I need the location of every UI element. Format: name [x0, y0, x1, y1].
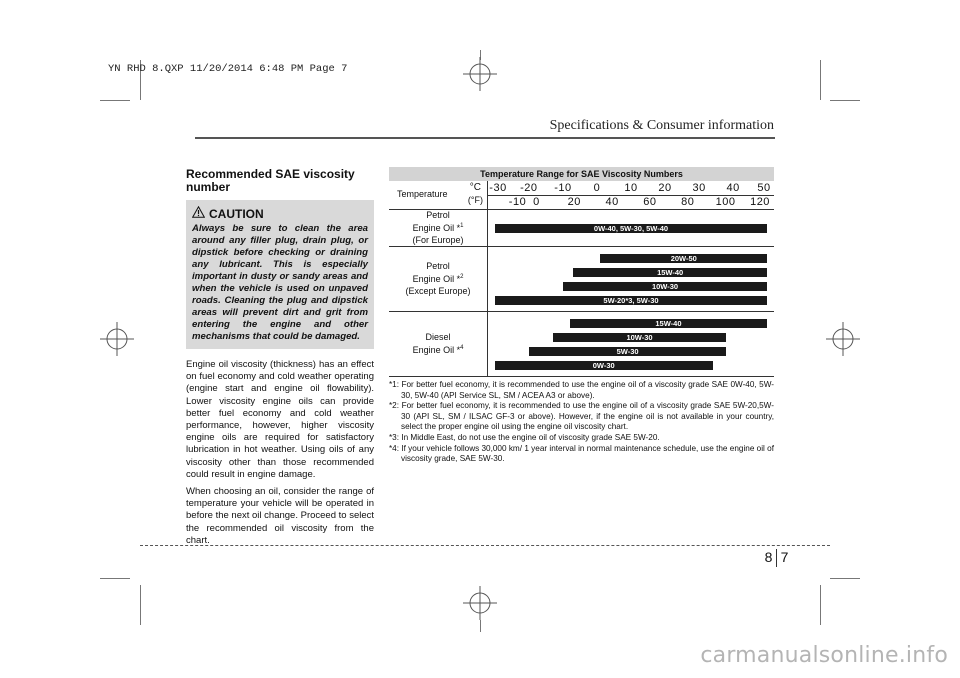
caution-text: Always be sure to clean the area around any filler plug, drain plug, or dipstick before checking or draining any lubricant. This is especially important in dusty or sandy areas and when the vehicle is used on unpaved roads. Cleaning the plug and dipstick areas will prevent dirt and grit from entering the engine and other mechanisms that could be damaged.: [192, 223, 368, 342]
page-heading: Recommended SAE viscosity number: [186, 167, 355, 194]
footnote-marker: 4: [460, 345, 464, 351]
caution-box: [186, 200, 374, 349]
viscosity-bar: 15W-40: [570, 319, 767, 328]
registration-mark-icon: [463, 57, 497, 91]
celsius-tick-label: 50: [757, 182, 771, 194]
footnote-text: : For better fuel economy, it is recommended to use the engine oil of a viscosity grade SAE 5W-20,5W-30 (API SL, SM / ILSAC GF-3 or above). However, if the engine oil is not available in your country, select the proper engine oil using the engine oil viscosity chart.: [396, 401, 774, 432]
footnote: [389, 401, 774, 433]
viscosity-bar: 10W-30: [563, 282, 767, 291]
viscosity-bars: [488, 210, 774, 246]
page-number-separator: [776, 549, 777, 567]
viscosity-bars: [488, 312, 774, 376]
viscosity-bar: 0W-30: [495, 361, 713, 370]
fahrenheit-tick-label: 100: [715, 196, 736, 208]
fahrenheit-tick-label: 120: [750, 196, 770, 208]
fahrenheit-tick-label: 80: [681, 196, 695, 208]
viscosity-group: [389, 210, 774, 247]
footnote-text: : In Middle East, do not use the engine oil of viscosity grade SAE 5W-20.: [396, 432, 660, 442]
body-paragraph: Engine oil viscosity (thickness) has an effect on fuel economy and cold weather operating (engine start and engine oil flowability). Lower viscosity engine oils can provide better fuel economy and cold weather performance, however, higher viscosity engine oils are required for satisfactory lubrication in hot weather. Using oils of any viscosity other than those recommended could result in engine damage.: [186, 359, 374, 480]
viscosity-bar: 0W-40, 5W-30, 5W-40: [495, 224, 767, 233]
celsius-tick-label: -20: [520, 182, 538, 194]
watermark: carmanualsonline.info: [700, 643, 948, 668]
registration-mark-icon: [826, 322, 860, 356]
footnotes: [389, 380, 774, 465]
celsius-tick-label: 20: [658, 182, 672, 194]
fahrenheit-unit: (°F): [467, 195, 483, 205]
engine-oil-label-line: Engine Oil *$^1$: [412, 223, 464, 234]
viscosity-group: [389, 312, 774, 377]
viscosity-group: [389, 247, 774, 312]
viscosity-bar: 10W-30: [553, 333, 727, 342]
page-number: [762, 549, 791, 567]
viscosity-bar: 5W-30: [529, 347, 726, 356]
registration-mark-icon: [463, 586, 497, 620]
engine-oil-label-line: Petrol: [426, 209, 450, 220]
engine-oil-label-line: Engine Oil *$^2$: [412, 274, 464, 285]
fahrenheit-tick-label: 20: [567, 196, 581, 208]
footnote-mark: *4: [389, 443, 397, 453]
crop-mark: [830, 578, 860, 579]
registration-mark-icon: [100, 322, 134, 356]
viscosity-chart: [389, 167, 774, 377]
fahrenheit-tick-label: 40: [605, 196, 619, 208]
section-title: Specifications & Consumer information: [549, 118, 774, 133]
viscosity-bars: [488, 247, 774, 311]
viscosity-groups: [389, 210, 774, 377]
caution-title: CAUTION: [209, 206, 264, 221]
caution-header: [192, 206, 368, 221]
page-rule: [140, 545, 830, 546]
engine-oil-label: [389, 312, 488, 376]
celsius-tick-label: 40: [726, 182, 740, 194]
footnote-text: : For better fuel economy, it is recommended to use the engine oil of a viscosity grade SAE 0W-40, 5W-30, 5W-40 (API Service SL, SM / ACEA A3 or above).: [396, 380, 774, 400]
celsius-tick-label: 30: [692, 182, 706, 194]
temperature-row: [389, 181, 774, 210]
fahrenheit-tick-label: 0: [533, 196, 540, 208]
celsius-unit: °C: [469, 182, 481, 193]
footnote-marker: 1: [460, 223, 464, 230]
celsius-tick-label: -10: [554, 182, 572, 194]
body-paragraph: When choosing an oil, consider the range of temperature your vehicle will be operated in before the next oil change. Proceed to select the recommended oil viscosity from the chart.: [186, 486, 375, 546]
celsius-tick-label: 10: [624, 182, 638, 194]
crop-mark: [480, 620, 481, 632]
footnote: [389, 433, 774, 444]
footnote-marker: 2: [460, 274, 464, 281]
engine-oil-label-line: (Except Europe): [405, 285, 471, 296]
warning-icon: [192, 206, 205, 221]
fahrenheit-scale: [488, 195, 774, 209]
temperature-label-cell: [389, 181, 488, 209]
viscosity-bar: 15W-40: [573, 268, 767, 277]
crop-mark: [830, 100, 860, 101]
left-column: [186, 168, 374, 552]
footnote-mark: *3: [389, 432, 397, 442]
footnote: [389, 444, 774, 465]
crop-mark: [820, 585, 821, 625]
temperature-label: Temperature: [397, 189, 448, 199]
crop-mark: [100, 578, 130, 579]
engine-oil-label-line: Engine Oil *$^4$: [412, 345, 464, 355]
footnote-text: : If your vehicle follows 30,000 km/ 1 year interval in normal maintenance schedule, use the engine oil of viscosity grade, SAE 5W-30.: [396, 443, 774, 464]
celsius-tick-label: -30: [489, 182, 507, 194]
footnote-mark: *2: [389, 401, 397, 411]
chart-title: Temperature Range for SAE Viscosity Numbers: [389, 167, 774, 181]
crop-mark: [140, 585, 141, 625]
engine-oil-label: [389, 247, 488, 311]
print-meta: YN RHD 8.QXP 11/20/2014 6:48 PM Page 7: [108, 63, 348, 75]
page-number-value: 7: [780, 549, 789, 565]
celsius-tick-label: 0: [593, 182, 601, 194]
header-rule: [195, 137, 775, 139]
viscosity-bar: 20W-50: [600, 254, 767, 263]
crop-mark: [820, 60, 821, 100]
viscosity-bar: 5W-20*3, 5W-30: [495, 296, 767, 305]
temperature-scale: [488, 181, 774, 209]
fahrenheit-tick-label: -10: [508, 196, 527, 208]
engine-oil-label-line: Diesel: [425, 331, 451, 342]
footnote-mark: *1: [389, 380, 397, 389]
fahrenheit-tick-label: 60: [643, 196, 657, 208]
engine-oil-label-line: (For Europe): [412, 234, 464, 245]
engine-oil-label: [389, 210, 488, 246]
crop-mark: [100, 100, 130, 101]
footnote: [389, 380, 774, 401]
celsius-scale: [488, 181, 774, 196]
engine-oil-label-line: Petrol: [426, 260, 450, 271]
chapter-number: 8: [764, 549, 773, 565]
